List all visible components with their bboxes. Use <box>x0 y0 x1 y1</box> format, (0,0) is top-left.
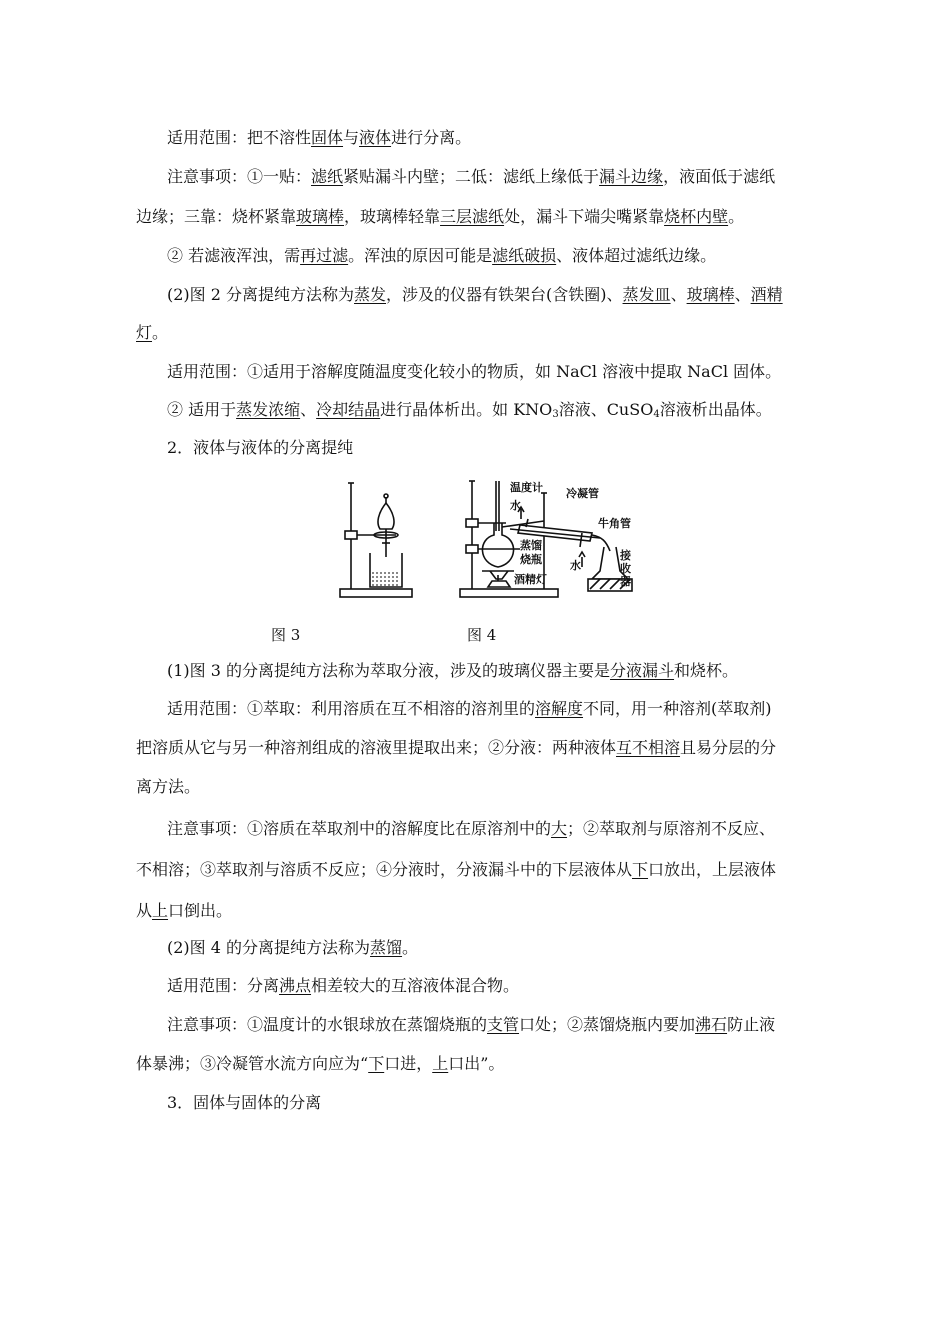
para-evaporation-line2: 灯。 <box>136 323 169 342</box>
section-heading-solid-solid: 3．固体与固体的分离 <box>167 1093 322 1112</box>
label-condenser: 冷凝管 <box>566 487 599 500</box>
figure-caption-4: 图 4 <box>467 626 497 644</box>
para-notes-distillation-line1: 注意事项：①温度计的水银球放在蒸馏烧瓶的支管口处；②蒸馏烧瓶内要加沸石防止液 <box>167 1015 776 1034</box>
label-flask: 蒸馏 <box>520 539 542 552</box>
para-notes-extraction-line2: 不相溶；③萃取剂与溶质不反应；④分液时，分液漏斗中的下层液体从下口放出，上层液体 <box>136 860 777 879</box>
para-scope-distillation: 适用范围：分离沸点相差较大的互溶液体混合物。 <box>167 976 520 995</box>
figure-caption-3: 图 3 <box>271 626 301 644</box>
label-receiver-3: 器 <box>620 575 631 588</box>
para-evaporation-line1: (2)图 2 分离提纯方法称为蒸发，涉及的仪器有铁架台(含铁圈)、蒸发皿、玻璃棒、酒精 <box>167 285 783 304</box>
para-extraction-method: (1)图 3 的分离提纯方法称为萃取分液，涉及的玻璃仪器主要是分液漏斗和烧杯。 <box>167 661 739 680</box>
para-notes-filtration-line2: 边缘；三靠：烧杯紧靠玻璃棒，玻璃棒轻靠三层滤纸处，漏斗下端尖嘴紧靠烧杯内壁。 <box>136 207 745 226</box>
para-distillation-method: (2)图 4 的分离提纯方法称为蒸馏。 <box>167 938 419 957</box>
section-heading-liquid-liquid: 2．液体与液体的分离提纯 <box>167 438 354 457</box>
label-water-in: 水 <box>570 559 581 572</box>
label-flask-2: 烧瓶 <box>520 553 542 566</box>
para-notes-extraction-line1: 注意事项：①溶质在萃取剂中的溶解度比在原溶剂中的大；②萃取剂与原溶剂不反应、 <box>167 819 776 838</box>
label-receiver-1: 接 <box>620 549 631 562</box>
apparatus-figure <box>330 475 650 605</box>
para-scope-filtration: 适用范围：把不溶性固体与液体进行分离。 <box>167 128 472 147</box>
para-scope-extraction-line2: 把溶质从它与另一种溶剂组成的溶液里提取出来；②分液：两种液体互不相溶且易分层的分 <box>136 738 777 757</box>
para-scope-evaporation: 适用范围：①适用于溶解度随温度变化较小的物质，如 NaCl 溶液中提取 NaCl 固体。 <box>167 362 782 381</box>
separatory-funnel-apparatus <box>340 483 412 597</box>
label-thermometer: 温度计 <box>510 481 543 494</box>
label-adapter: 牛角管 <box>598 517 631 530</box>
label-receiver-2: 收 <box>620 562 631 575</box>
para-notes-extraction-line3: 从上口倒出。 <box>136 901 233 920</box>
label-water-out: 水 <box>510 499 521 512</box>
para-notes-filtration-line1: 注意事项：①一贴：滤纸紧贴漏斗内壁；二低：滤纸上缘低于漏斗边缘，液面低于滤纸 <box>167 167 776 186</box>
para-scope-extraction-line1: 适用范围：①萃取：利用溶质在互不相溶的溶剂里的溶解度不同，用一种溶剂(萃取剂) <box>167 699 772 718</box>
label-alcohol-lamp: 酒精灯 <box>514 573 547 586</box>
para-crystallization: ② 适用于蒸发浓缩、冷却结晶进行晶体析出。如 $KNO_3$溶液、CuSO$_4$溶液析出晶体。 <box>167 400 772 420</box>
para-notes-distillation-line2: 体暴沸；③冷凝管水流方向应为“下口进，上口出”。 <box>136 1054 505 1073</box>
para-scope-extraction-line3: 离方法。 <box>136 777 201 796</box>
para-turbid-filtrate: ② 若滤液浑浊，需再过滤。浑浊的原因可能是滤纸破损、液体超过滤纸边缘。 <box>167 246 717 265</box>
